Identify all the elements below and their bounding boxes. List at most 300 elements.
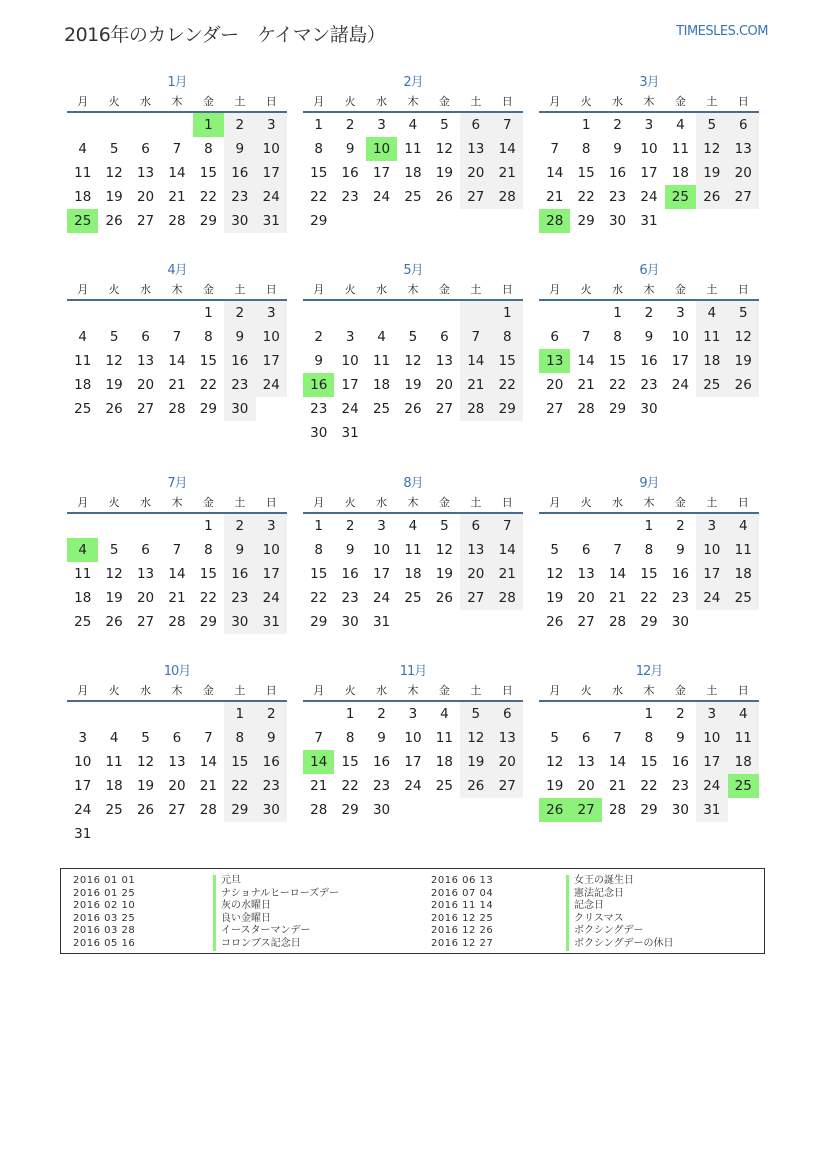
month-name: 4月 (167, 263, 187, 278)
day-cell: 23 (310, 401, 328, 417)
weekday-label: 木 (643, 95, 655, 108)
day-grid (303, 514, 523, 634)
weekday-label: 月 (549, 496, 561, 509)
legend-holiday-name: コロンブス記念日 (213, 938, 339, 951)
day-cell: 28 (168, 614, 186, 630)
day-cell: 24 (696, 774, 727, 798)
day-cell: 21 (310, 778, 328, 794)
holiday-day-cell: 13 (539, 349, 570, 373)
day-cell: 16 (640, 353, 658, 369)
legend-date: 2016 12 25 (431, 912, 494, 924)
day-cell: 18 (74, 377, 92, 393)
day-cell: 18 (105, 778, 123, 794)
day-cell: 14 (546, 165, 564, 181)
day-cell: 5 (408, 329, 418, 345)
day-cell: 11 (728, 726, 759, 750)
day-cell: 23 (608, 189, 627, 205)
legend-dates-left (73, 875, 135, 951)
day-cell: 10 (256, 538, 287, 562)
weekday-label: 月 (77, 95, 89, 108)
day-cell: 31 (372, 614, 391, 630)
day-cell: 20 (460, 562, 491, 586)
weekday-label: 水 (376, 95, 388, 108)
day-cell: 28 (492, 586, 523, 610)
day-cell: 22 (341, 778, 359, 794)
day-cell: 13 (492, 726, 523, 750)
day-cell: 6 (728, 113, 759, 137)
weekday-header (67, 682, 287, 702)
weekday-header (303, 281, 523, 301)
day-cell: 1 (581, 117, 591, 133)
empty-day-cell (570, 702, 601, 726)
day-cell: 7 (613, 542, 622, 558)
month-name: 6月 (639, 263, 659, 278)
legend-date: 2016 02 10 (73, 900, 136, 912)
day-cell: 14 (492, 538, 523, 562)
day-cell: 20 (492, 750, 523, 774)
legend-dates-right (431, 875, 493, 951)
day-cell: 11 (404, 542, 422, 558)
day-cell: 17 (404, 754, 422, 770)
day-cell: 6 (141, 542, 150, 558)
empty-day-cell (161, 113, 192, 137)
weekday-label: 金 (674, 496, 686, 509)
day-cell: 31 (640, 213, 658, 229)
day-cell: 25 (74, 401, 92, 417)
day-cell: 13 (136, 165, 155, 181)
day-cell: 19 (435, 566, 453, 582)
weekday-label: 火 (344, 496, 356, 509)
day-cell: 11 (671, 141, 689, 157)
day-cell: 10 (404, 730, 422, 746)
weekday-label: 火 (108, 283, 120, 296)
empty-day-cell (161, 301, 192, 325)
weekday-label: 金 (438, 496, 450, 509)
day-cell: 27 (460, 586, 491, 610)
month-name: 2月 (403, 75, 423, 90)
month-name: 8月 (403, 476, 423, 491)
day-cell: 27 (435, 401, 453, 417)
day-cell: 20 (136, 189, 155, 205)
weekday-label: 日 (265, 95, 277, 108)
weekday-label: 火 (580, 684, 592, 697)
day-cell: 26 (136, 802, 155, 818)
day-cell: 20 (728, 161, 759, 185)
weekday-label: 水 (612, 95, 624, 108)
day-cell: 9 (377, 730, 386, 746)
day-cell: 16 (671, 566, 689, 582)
day-cell: 16 (608, 165, 627, 181)
day-cell: 14 (168, 566, 186, 582)
day-cell: 4 (440, 706, 449, 722)
empty-day-cell (539, 113, 570, 137)
day-cell: 1 (224, 702, 255, 726)
legend-date: 2016 11 14 (431, 900, 494, 912)
weekday-label: 月 (77, 684, 89, 697)
day-cell: 5 (728, 301, 759, 325)
weekday-label: 月 (313, 283, 325, 296)
day-cell: 8 (581, 141, 591, 157)
day-cell: 8 (644, 730, 654, 746)
day-grid (303, 301, 523, 445)
empty-day-cell (570, 301, 601, 325)
weekday-label: 金 (674, 684, 686, 697)
day-cell: 4 (676, 117, 685, 133)
day-cell: 7 (581, 329, 591, 345)
day-cell: 9 (224, 538, 255, 562)
day-cell: 10 (74, 754, 92, 770)
empty-day-cell (602, 514, 633, 538)
day-cell: 27 (577, 614, 595, 630)
day-cell: 26 (105, 213, 123, 229)
weekday-header (303, 682, 523, 702)
holiday-day-cell: 27 (570, 798, 601, 822)
day-cell: 30 (341, 614, 359, 630)
day-cell: 23 (224, 373, 255, 397)
day-cell: 22 (608, 377, 627, 393)
empty-day-cell (130, 514, 161, 538)
day-cell: 10 (640, 141, 658, 157)
day-cell: 26 (546, 614, 564, 630)
day-cell: 18 (404, 165, 422, 181)
weekday-header (67, 281, 287, 301)
weekday-label: 月 (549, 95, 561, 108)
weekday-label: 水 (612, 684, 624, 697)
holiday-day-cell: 1 (193, 113, 224, 137)
weekday-label: 木 (407, 283, 419, 296)
day-cell: 11 (105, 754, 123, 770)
day-cell: 30 (224, 610, 255, 634)
weekday-label: 土 (706, 496, 718, 509)
day-cell: 17 (372, 165, 391, 181)
day-cell: 1 (204, 518, 213, 534)
page-title: 2016年のカレンダー ケイマン諸島） (64, 24, 386, 46)
day-cell: 14 (199, 754, 217, 770)
day-cell: 22 (310, 189, 328, 205)
weekday-label: 日 (501, 684, 513, 697)
weekday-label: 火 (108, 684, 120, 697)
day-cell: 9 (676, 542, 685, 558)
day-cell: 8 (204, 329, 213, 345)
day-cell: 19 (136, 778, 155, 794)
day-cell: 12 (546, 566, 564, 582)
day-cell: 2 (676, 706, 685, 722)
weekday-label: 月 (313, 684, 325, 697)
day-cell: 17 (671, 353, 689, 369)
day-cell: 19 (105, 590, 123, 606)
legend-holiday-name: ナショナルヒーローズデー (213, 888, 339, 901)
holiday-day-cell: 26 (539, 798, 570, 822)
day-cell: 7 (172, 542, 182, 558)
day-cell: 24 (372, 189, 391, 205)
legend-date: 2016 12 27 (431, 937, 494, 949)
day-cell: 7 (172, 329, 182, 345)
month-name: 1月 (167, 75, 187, 90)
day-cell: 20 (136, 377, 155, 393)
day-cell: 6 (172, 730, 182, 746)
day-cell: 12 (105, 165, 123, 181)
month-name: 5月 (403, 263, 423, 278)
month-7 (67, 474, 287, 634)
day-cell: 17 (640, 165, 658, 181)
day-cell: 8 (613, 329, 622, 345)
day-cell: 13 (728, 137, 759, 161)
day-cell: 1 (345, 706, 355, 722)
month-4 (67, 261, 287, 421)
weekday-label: 水 (140, 684, 152, 697)
weekday-label: 土 (470, 283, 482, 296)
day-cell: 20 (460, 161, 491, 185)
day-cell: 30 (372, 802, 391, 818)
weekday-label: 火 (344, 283, 356, 296)
empty-day-cell (130, 702, 161, 726)
weekday-label: 木 (171, 496, 183, 509)
weekday-label: 火 (344, 95, 356, 108)
day-cell: 2 (644, 305, 654, 321)
weekday-label: 日 (265, 684, 277, 697)
day-grid (303, 702, 523, 822)
day-cell: 12 (105, 566, 123, 582)
day-cell: 8 (644, 542, 654, 558)
day-cell: 3 (377, 117, 386, 133)
day-cell: 27 (168, 802, 186, 818)
day-cell: 9 (345, 141, 355, 157)
day-cell: 23 (341, 590, 359, 606)
day-cell: 13 (136, 566, 155, 582)
day-cell: 25 (74, 614, 92, 630)
day-cell: 20 (577, 778, 595, 794)
weekday-label: 日 (501, 95, 513, 108)
day-cell: 26 (435, 189, 453, 205)
day-cell: 27 (136, 614, 155, 630)
day-cell: 2 (377, 706, 386, 722)
day-cell: 29 (640, 802, 658, 818)
day-cell: 1 (644, 518, 654, 534)
weekday-label: 水 (140, 283, 152, 296)
day-cell: 12 (728, 325, 759, 349)
day-cell: 28 (168, 401, 186, 417)
holiday-day-cell: 28 (539, 209, 570, 233)
legend-date: 2016 05 16 (73, 937, 136, 949)
day-cell: 1 (314, 117, 323, 133)
day-cell: 27 (728, 185, 759, 209)
day-cell: 24 (696, 586, 727, 610)
day-cell: 24 (256, 586, 287, 610)
empty-day-cell (570, 514, 601, 538)
empty-day-cell (366, 301, 397, 325)
empty-day-cell (334, 301, 365, 325)
weekday-header (539, 494, 759, 514)
legend-holiday-name: 女王の誕生日 (566, 875, 674, 888)
day-cell: 17 (74, 778, 92, 794)
day-cell: 19 (460, 750, 491, 774)
weekday-label: 土 (706, 283, 718, 296)
day-cell: 13 (136, 353, 155, 369)
day-cell: 13 (168, 754, 186, 770)
day-cell: 4 (728, 514, 759, 538)
day-cell: 30 (671, 614, 689, 630)
day-cell: 24 (640, 189, 658, 205)
weekday-label: 月 (313, 496, 325, 509)
month-name: 10月 (163, 664, 191, 679)
day-cell: 17 (696, 562, 727, 586)
day-cell: 10 (696, 726, 727, 750)
day-cell: 16 (372, 754, 391, 770)
day-cell: 23 (640, 377, 658, 393)
day-cell: 13 (460, 538, 491, 562)
brand-logo-text[interactable]: TIMESLES.COM (676, 24, 768, 39)
weekday-label: 土 (234, 95, 246, 108)
empty-day-cell (67, 702, 98, 726)
day-cell: 11 (696, 325, 727, 349)
day-cell: 5 (696, 113, 727, 137)
weekday-label: 木 (407, 95, 419, 108)
day-cell: 8 (224, 726, 255, 750)
day-cell: 5 (550, 730, 559, 746)
empty-day-cell (460, 301, 491, 325)
day-cell: 21 (546, 189, 564, 205)
day-cell: 5 (440, 117, 449, 133)
weekday-label: 金 (674, 283, 686, 296)
weekday-label: 日 (737, 496, 749, 509)
day-cell: 2 (314, 329, 323, 345)
day-cell: 1 (204, 305, 213, 321)
month-2 (303, 73, 523, 233)
day-cell: 22 (199, 377, 217, 393)
legend-holiday-name: クリスマス (566, 913, 674, 926)
weekday-label: 水 (612, 496, 624, 509)
weekday-label: 土 (470, 496, 482, 509)
weekday-label: 木 (643, 283, 655, 296)
day-cell: 24 (341, 401, 359, 417)
day-cell: 15 (310, 566, 328, 582)
legend-holiday-name: ボクシングデー (566, 925, 674, 938)
day-cell: 3 (408, 706, 418, 722)
day-cell: 8 (204, 141, 213, 157)
weekday-label: 日 (737, 684, 749, 697)
day-cell: 15 (640, 566, 658, 582)
day-cell: 29 (224, 798, 255, 822)
day-cell: 2 (256, 702, 287, 726)
weekday-label: 日 (737, 283, 749, 296)
day-cell: 1 (492, 301, 523, 325)
holiday-day-cell: 14 (303, 750, 334, 774)
day-cell: 10 (671, 329, 689, 345)
empty-day-cell (98, 113, 129, 137)
day-cell: 23 (341, 189, 359, 205)
day-cell: 5 (460, 702, 491, 726)
day-cell: 4 (377, 329, 386, 345)
day-cell: 31 (341, 425, 359, 441)
day-cell: 18 (404, 566, 422, 582)
day-cell: 19 (404, 377, 422, 393)
day-cell: 21 (608, 778, 627, 794)
day-cell: 6 (141, 329, 150, 345)
day-cell: 11 (74, 165, 92, 181)
day-cell: 29 (341, 802, 359, 818)
day-cell: 12 (435, 542, 453, 558)
day-cell: 16 (671, 754, 689, 770)
day-cell: 4 (408, 117, 418, 133)
weekday-label: 水 (140, 95, 152, 108)
weekday-header (303, 93, 523, 113)
day-cell: 12 (105, 353, 123, 369)
day-cell: 17 (256, 161, 287, 185)
weekday-label: 水 (376, 283, 388, 296)
holiday-day-cell: 10 (366, 137, 397, 161)
day-cell: 13 (460, 137, 491, 161)
weekday-label: 土 (470, 95, 482, 108)
day-cell: 16 (341, 566, 359, 582)
day-cell: 8 (492, 325, 523, 349)
day-cell: 26 (404, 401, 422, 417)
month-name: 9月 (639, 476, 659, 491)
day-cell: 29 (577, 213, 595, 229)
month-10 (67, 662, 287, 846)
month-9 (539, 474, 759, 634)
legend-holiday-name: 良い金曜日 (213, 913, 339, 926)
day-cell: 11 (74, 566, 92, 582)
month-name: 3月 (639, 75, 659, 90)
empty-day-cell (539, 514, 570, 538)
day-cell: 28 (168, 213, 186, 229)
weekday-label: 水 (376, 496, 388, 509)
weekday-label: 土 (706, 95, 718, 108)
day-cell: 21 (492, 562, 523, 586)
day-cell: 21 (199, 778, 217, 794)
day-cell: 29 (492, 397, 523, 421)
day-cell: 28 (608, 802, 627, 818)
day-cell: 10 (696, 538, 727, 562)
day-cell: 25 (435, 778, 453, 794)
weekday-label: 火 (580, 95, 592, 108)
weekday-label: 木 (643, 684, 655, 697)
day-cell: 22 (640, 590, 658, 606)
day-cell: 8 (204, 542, 213, 558)
day-cell: 7 (204, 730, 213, 746)
day-cell: 1 (613, 305, 622, 321)
day-cell: 4 (78, 141, 87, 157)
day-cell: 23 (372, 778, 391, 794)
day-cell: 9 (676, 730, 685, 746)
day-cell: 24 (671, 377, 689, 393)
day-cell: 21 (460, 373, 491, 397)
weekday-label: 金 (438, 283, 450, 296)
day-cell: 31 (74, 826, 92, 842)
day-cell: 15 (577, 165, 595, 181)
month-11 (303, 662, 523, 822)
day-cell: 15 (640, 754, 658, 770)
day-cell: 21 (168, 590, 186, 606)
day-cell: 7 (613, 730, 622, 746)
day-cell: 25 (404, 590, 422, 606)
day-cell: 4 (728, 702, 759, 726)
day-cell: 22 (492, 373, 523, 397)
day-cell: 14 (608, 566, 627, 582)
day-cell: 23 (671, 778, 689, 794)
day-cell: 4 (78, 329, 87, 345)
day-cell: 20 (136, 590, 155, 606)
day-cell: 15 (608, 353, 627, 369)
empty-day-cell (429, 301, 460, 325)
legend-names-right (566, 875, 674, 951)
weekday-label: 水 (376, 684, 388, 697)
day-cell: 16 (341, 165, 359, 181)
weekday-label: 月 (77, 283, 89, 296)
day-cell: 27 (460, 185, 491, 209)
weekday-label: 火 (108, 496, 120, 509)
day-cell: 28 (310, 802, 328, 818)
